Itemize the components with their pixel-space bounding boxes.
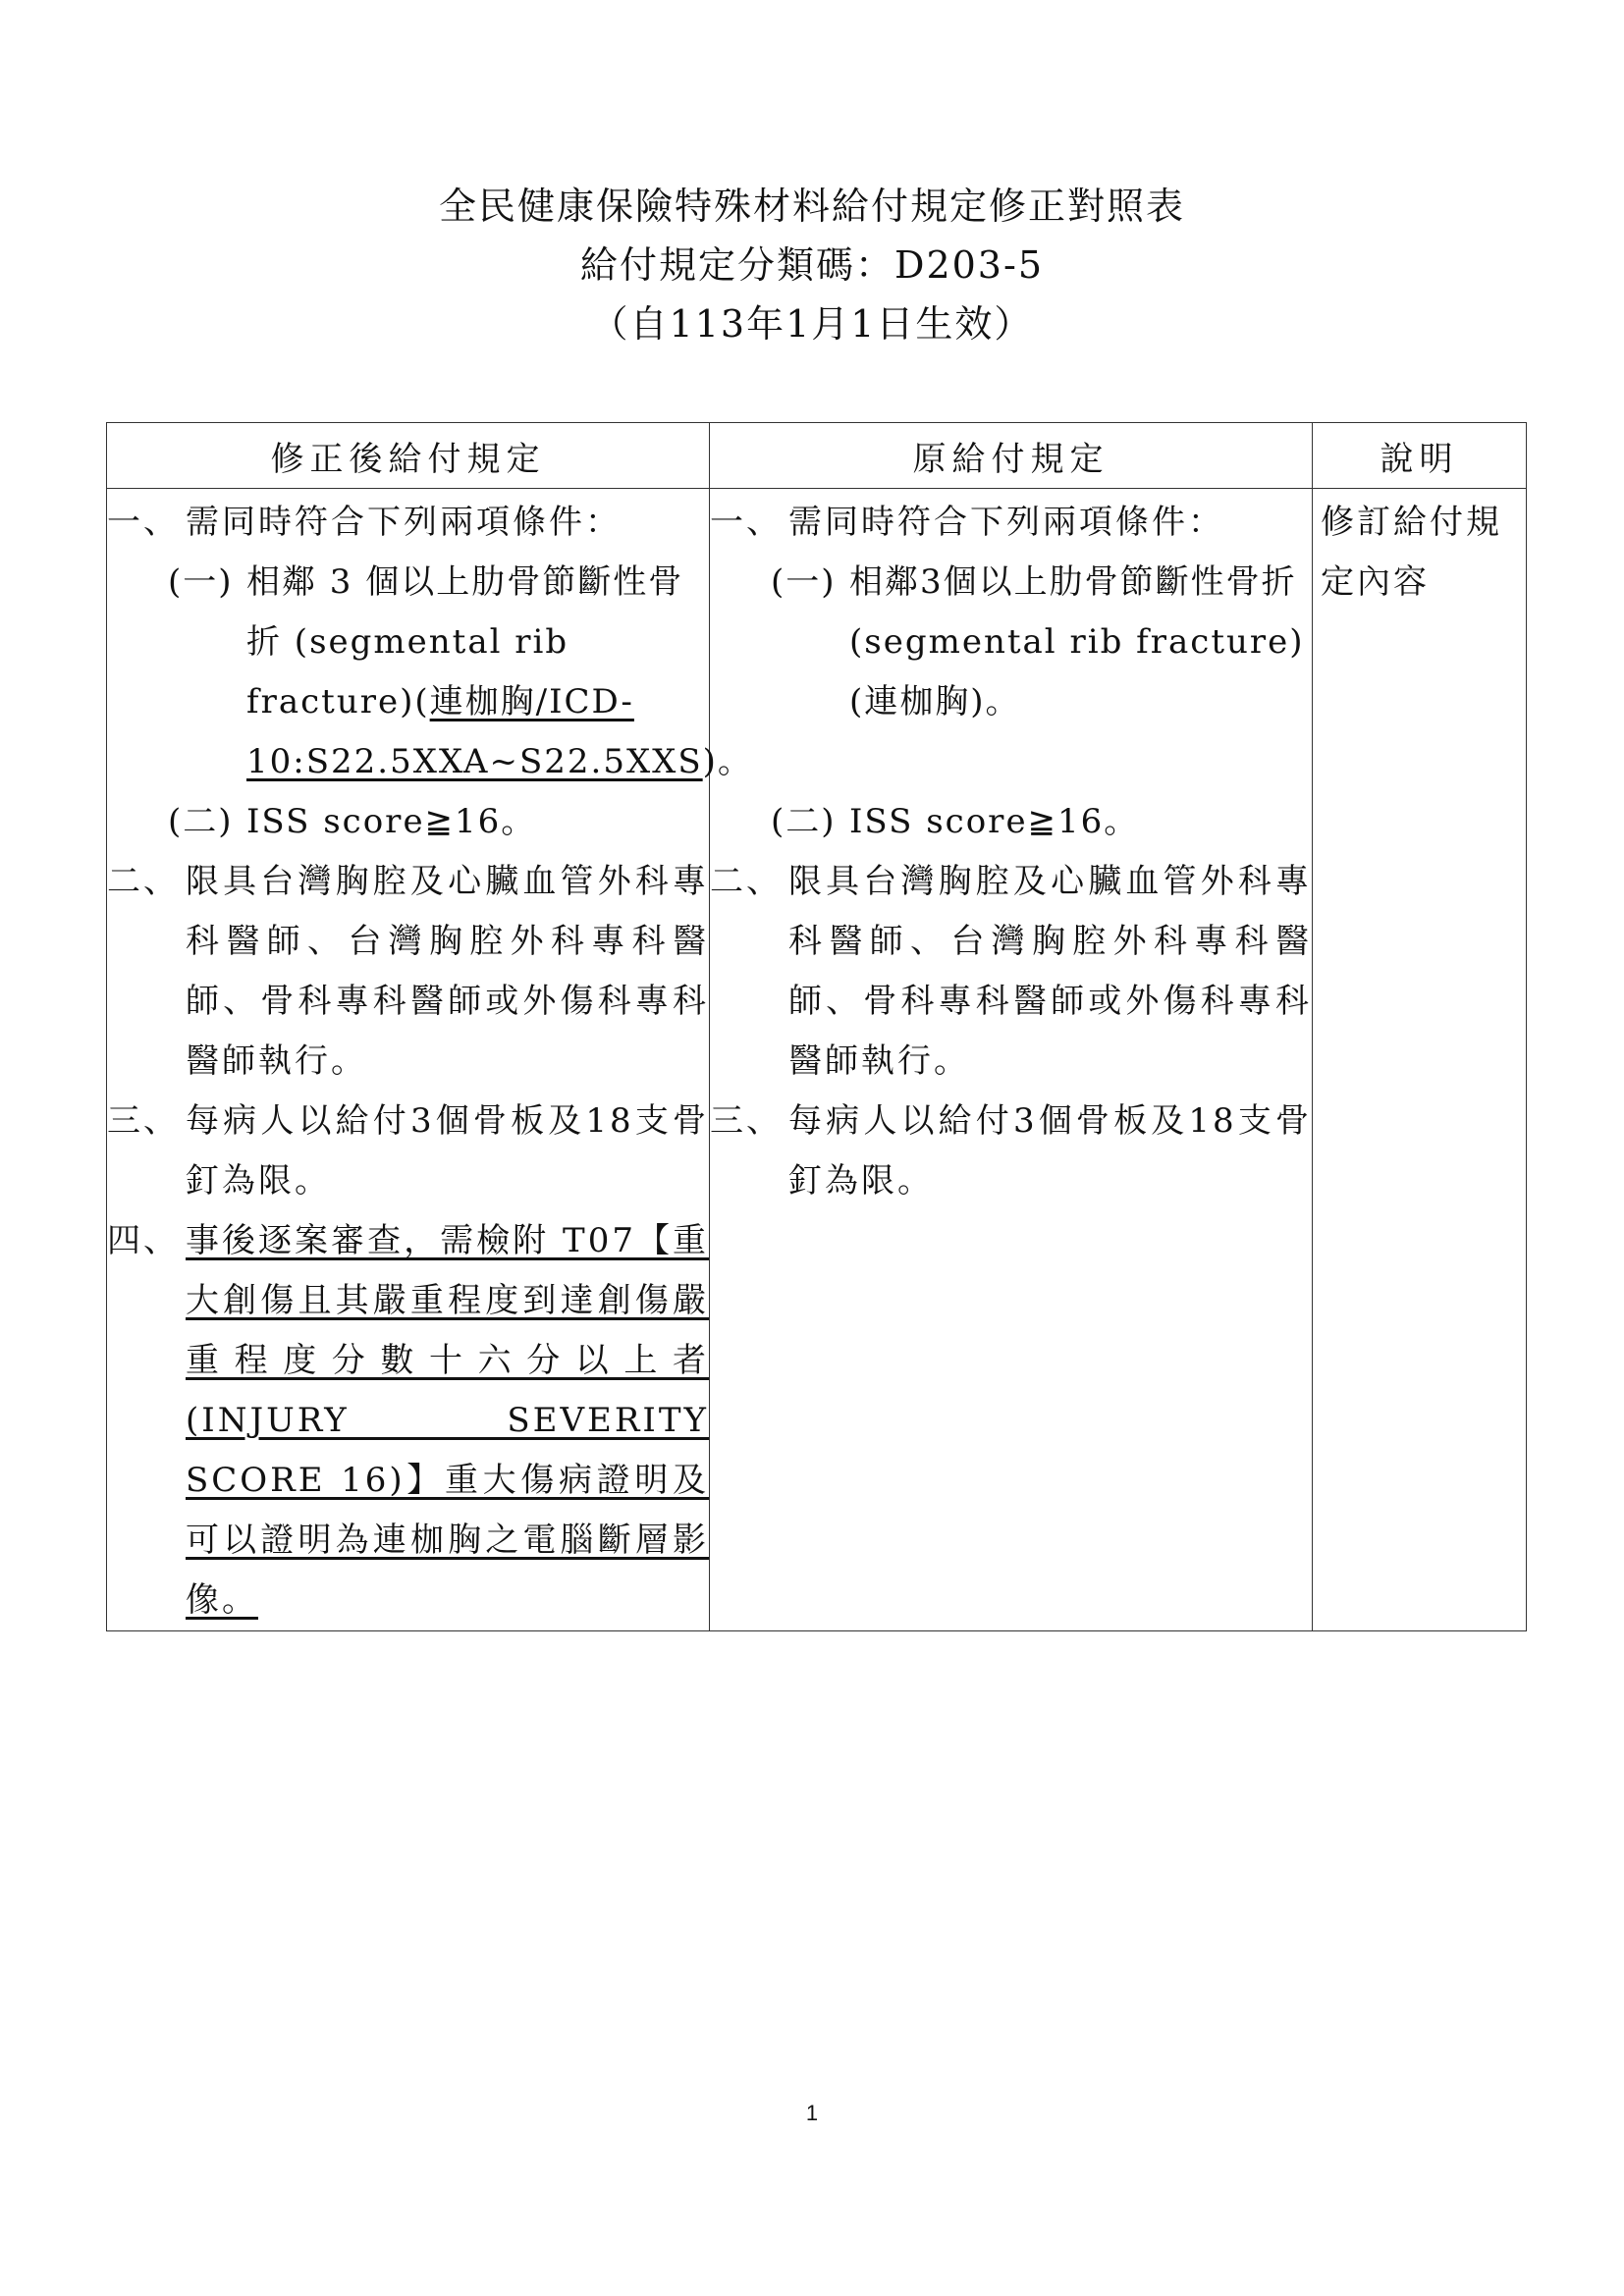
original-subitem-2: (二) ISS score≧16。	[771, 802, 1140, 841]
original-item-2: 二、 限具台灣胸腔及心臟血管外科專科醫師、台灣胸腔外科專科醫師、骨科專科醫師或外傷科專科醫師執行。	[710, 862, 1312, 1081]
original-subitem-1: (一) 相鄰3個以上肋骨節斷性骨折(segmental rib fracture)(連枷胸)。	[771, 562, 1305, 721]
original-item-1: 一、 需同時符合下列兩項條件：	[710, 503, 1224, 542]
revised-item-1: 一、 需同時符合下列兩項條件：	[107, 503, 622, 542]
header-revised: 修正後給付規定	[107, 423, 710, 489]
document-title-block	[0, 177, 1624, 353]
effective-date: （自113年1月1日生效）	[590, 302, 1034, 346]
revised-subitem-1: (一) 相鄰 3 個以上肋骨節斷性骨折 (segmental rib fracture)(連枷胸/ICD-10:S22.5XXA~S22.5XXS)。	[168, 562, 753, 781]
original-rules-cell	[710, 489, 1313, 1631]
revised-review-requirement: 事後逐案審查，需檢附 T07【重大創傷且其嚴重程度到達創傷嚴重程度分數十六分以上者 (INJURY SEVERITY SCORE 16)】重大傷病證明及可以證明為連枷胸之電腦斷層影像。	[186, 1221, 709, 1620]
classification-code: 給付規定分類碼：D203-5	[579, 243, 1044, 287]
table-header-row	[107, 423, 1527, 489]
revised-rules-cell	[107, 489, 753, 1631]
page-number: 1	[805, 2101, 819, 2125]
note-cell	[1313, 489, 1527, 1631]
comparison-table	[106, 422, 1527, 1631]
revised-item-4: 四、 事後逐案審查，需檢附 T07【重大創傷且其嚴重程度到達創傷嚴重程度分數十六分以上者 (INJURY SEVERITY SCORE 16)】重大傷病證明及可以證明為連枷胸之電腦斷層影像。	[107, 1221, 709, 1620]
revised-item-2: 二、 限具台灣胸腔及心臟血管外科專科醫師、台灣胸腔外科專科醫師、骨科專科醫師或外傷科專科醫師執行。	[107, 862, 709, 1081]
revised-subitem-2: (二) ISS score≧16。	[168, 802, 537, 841]
revised-item-3: 三、 每病人以給付3個骨板及18支骨釘為限。	[107, 1101, 709, 1201]
original-item-3: 三、 每病人以給付3個骨板及18支骨釘為限。	[710, 1101, 1312, 1201]
header-note: 說明	[1313, 423, 1527, 489]
note-text: 修訂給付規定內容	[1321, 503, 1502, 602]
document-title: 全民健康保險特殊材料給付規定修正對照表	[438, 185, 1185, 228]
header-original: 原給付規定	[710, 423, 1313, 489]
table-body-row	[107, 489, 1527, 1631]
revised-icd-code: 連枷胸/ICD-10:S22.5XXA~S22.5XXS	[246, 682, 703, 781]
